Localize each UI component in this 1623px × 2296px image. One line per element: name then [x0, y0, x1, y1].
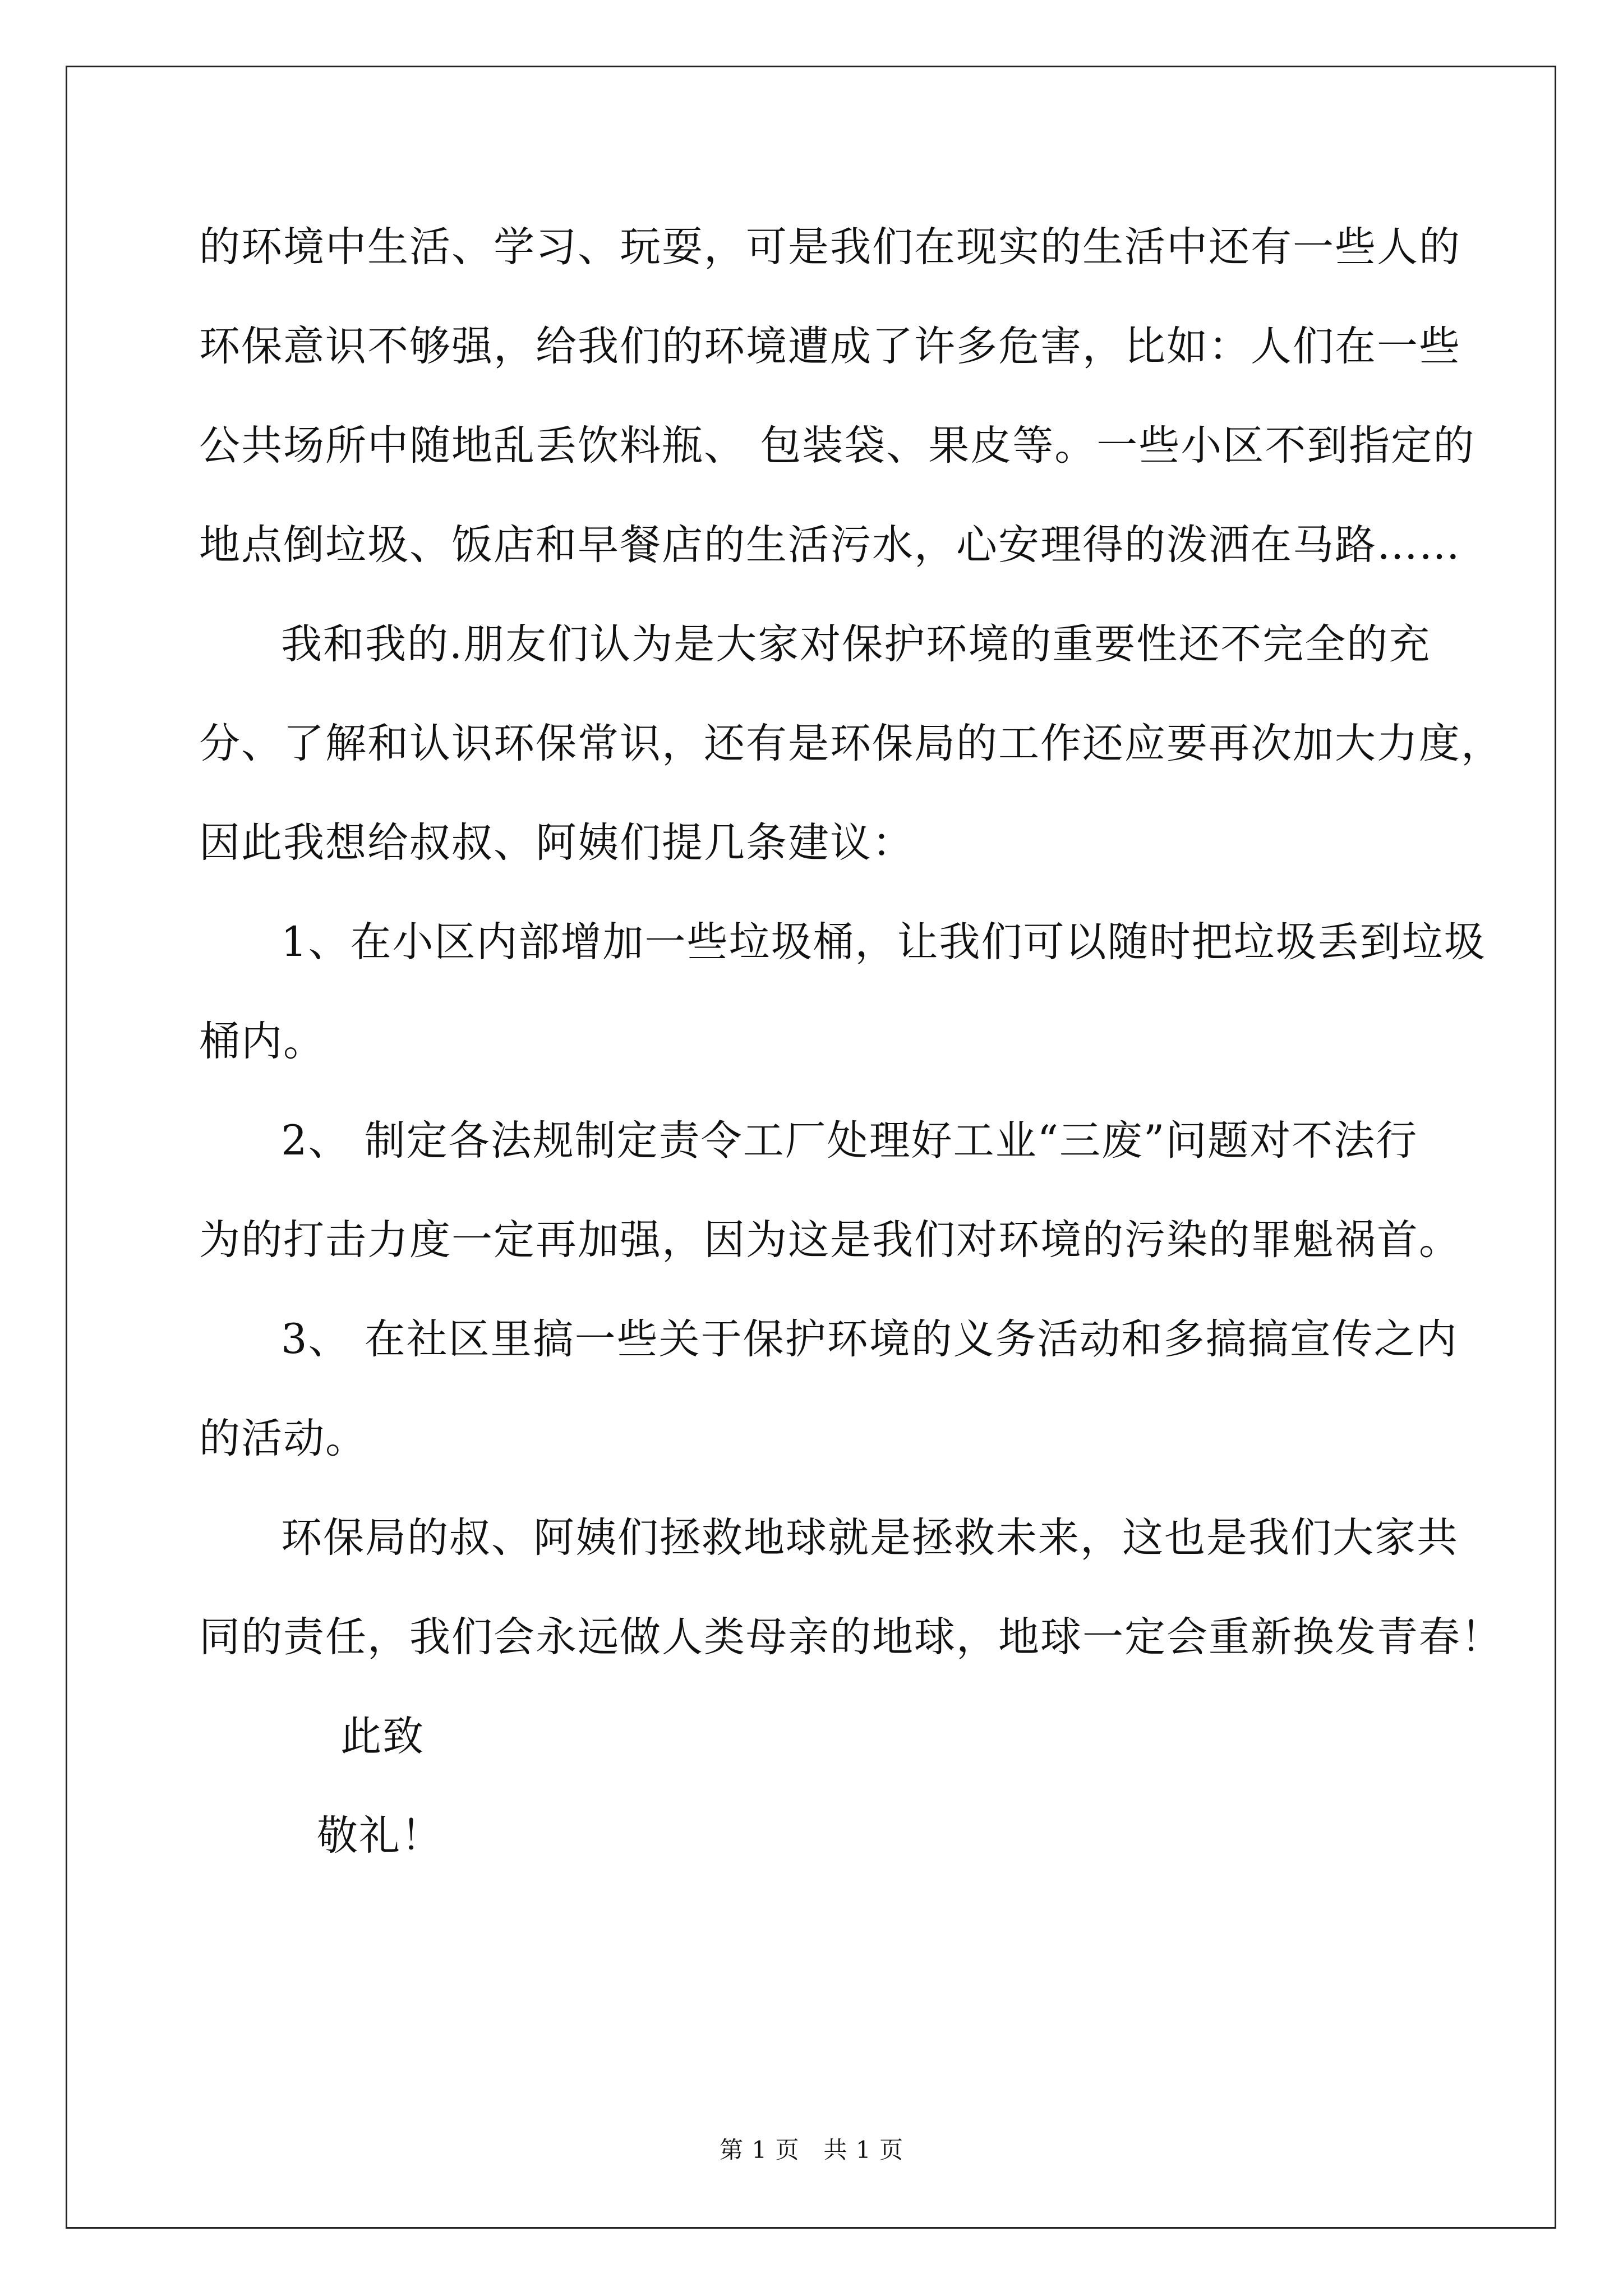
- text-line: 的活动。: [199, 1415, 367, 1462]
- text-line: 因此我想给叔叔、阿姨们提几条建议：: [199, 819, 914, 867]
- closing-block: [199, 1687, 1433, 1885]
- text-line: 同的责任，我们会永远做人类母亲的地球，地球一定会重新换发青春！: [199, 1613, 1503, 1661]
- paragraph-suggestion-3: [199, 1290, 1458, 1488]
- paragraph-suggestion-2: [199, 1091, 1461, 1290]
- paragraph-environment-problems: [199, 197, 1476, 595]
- text-line: 公共场所中随地乱丢饮料瓶、 包装袋、果皮等。一些小区不到指定的: [199, 422, 1476, 470]
- text-line: 桶内。: [199, 1018, 325, 1065]
- paragraph-conclusion: [199, 1488, 1503, 1687]
- text-line: 分、了解和认识环保常识，还有是环保局的工作还应要再次加大力度，: [199, 720, 1503, 767]
- closing-salutation: 此致: [340, 1713, 425, 1760]
- closing-regards: 敬礼！: [317, 1812, 443, 1860]
- text-line: 为的打击力度一定再加强，因为这是我们对环境的污染的罪魁祸首。: [199, 1216, 1461, 1264]
- text-line: 2、 制定各法规制定责令工厂处理好工业“三废”问题对不法行: [281, 1117, 1418, 1165]
- letter-body: [199, 197, 1503, 1885]
- text-line: 的环境中生活、学习、玩耍，可是我们在现实的生活中还有一些人的: [199, 223, 1461, 271]
- text-line: 我和我的.朋友们认为是大家对保护环境的重要性还不完全的充: [281, 620, 1431, 668]
- text-line: 环保意识不够强，给我们的环境遭成了许多危害，比如：人们在一些: [199, 323, 1461, 370]
- text-line: 3、 在社区里搞一些关于保护环境的义务活动和多搞搞宣传之内: [281, 1315, 1458, 1363]
- page-number-footer: 第 1 页 共 1 页: [720, 2136, 903, 2164]
- text-line: 地点倒垃圾、饭店和早餐店的生活污水，心安理得的泼洒在马路……: [199, 521, 1461, 569]
- paragraph-opinion: [199, 595, 1503, 892]
- text-line: 1、在小区内部增加一些垃圾桶，让我们可以随时把垃圾丢到垃圾: [281, 918, 1486, 966]
- text-line: 环保局的叔、阿姨们拯救地球就是拯救未来，这也是我们大家共: [281, 1514, 1459, 1562]
- paragraph-suggestion-1: [199, 892, 1486, 1091]
